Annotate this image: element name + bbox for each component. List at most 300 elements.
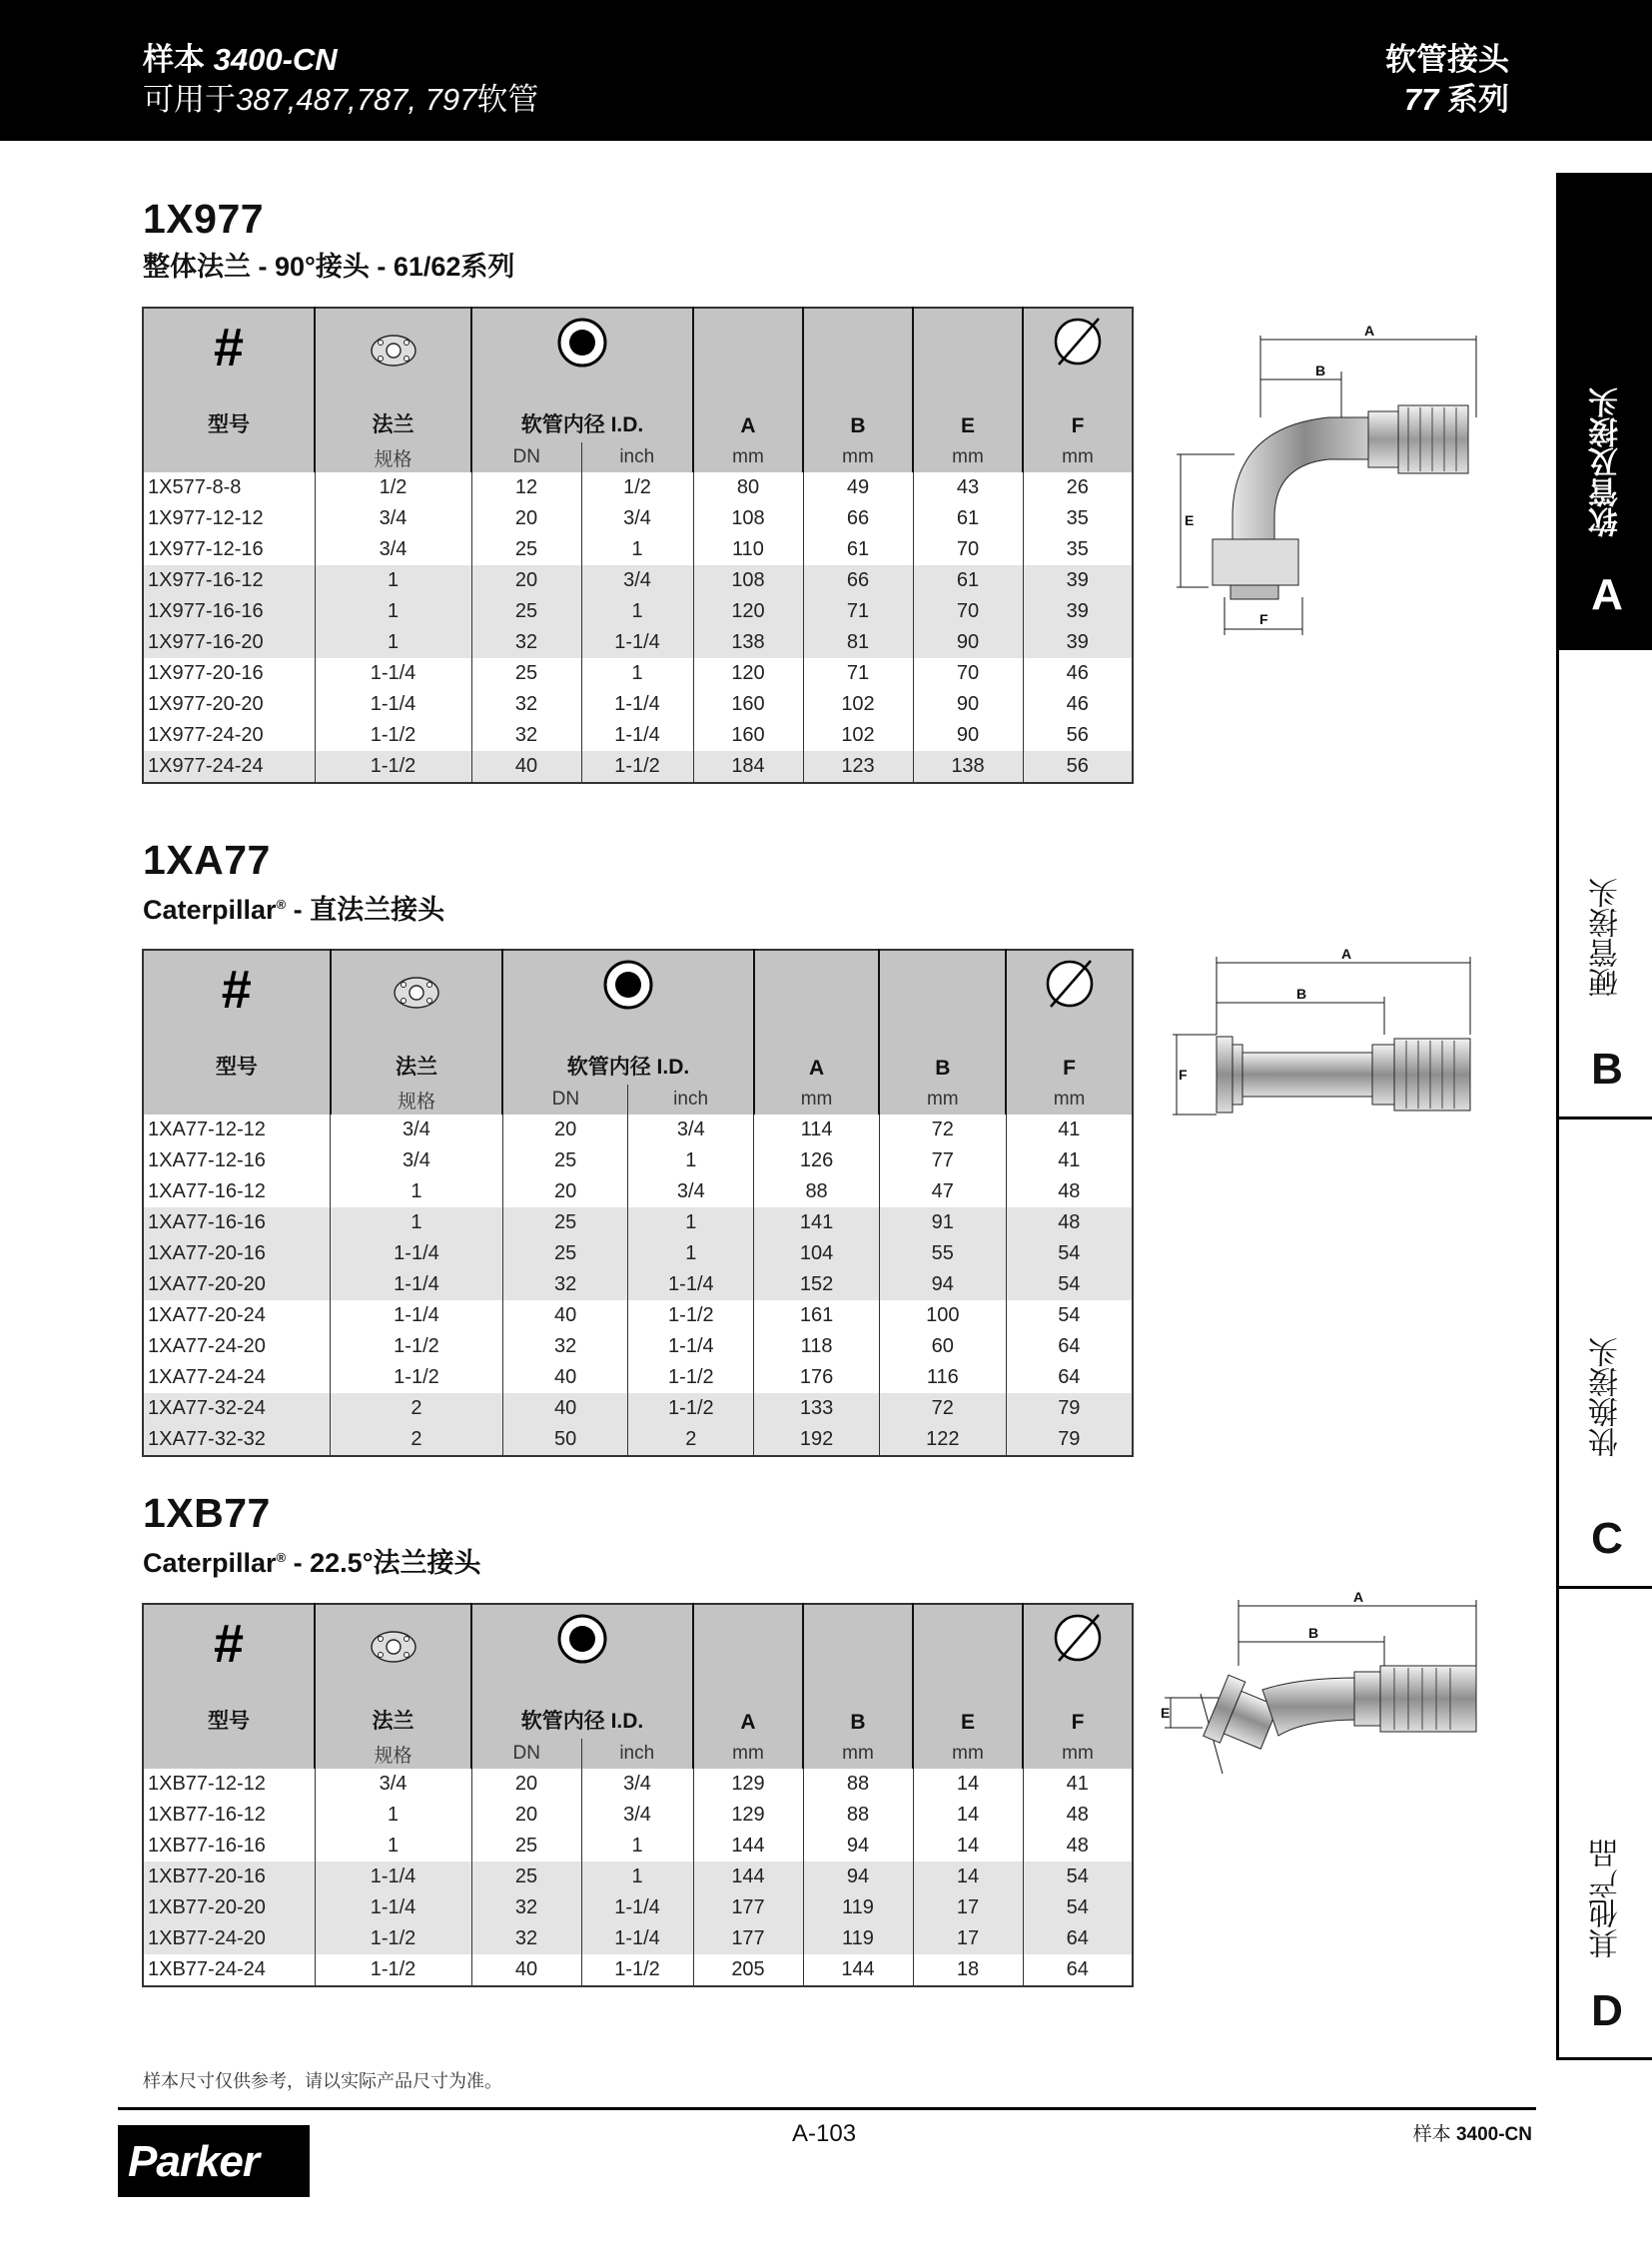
table-row (143, 596, 1133, 627)
model-col-icon (143, 1604, 315, 1674)
table-row (143, 1115, 1133, 1145)
table-cell: 1-1/2 (315, 720, 471, 751)
table-cell: 1 (581, 658, 693, 689)
table-cell: 160 (693, 689, 803, 720)
table-row (143, 720, 1133, 751)
table-cell: 1 (581, 1831, 693, 1862)
unit-header: mm (693, 1739, 803, 1769)
section-1-subtitle: 整体法兰 - 90°接头 - 61/62系列 (143, 252, 515, 282)
table-cell: 70 (913, 596, 1023, 627)
tab-section-a[interactable]: 软管及接头 A (1559, 173, 1652, 650)
table-cell: 114 (754, 1115, 880, 1145)
table-row (143, 472, 1133, 503)
hash-icon: # (213, 1614, 245, 1674)
table-cell: 1XB77-16-16 (148, 1835, 266, 1857)
unit-header: mm (913, 442, 1023, 472)
table-cell: 61 (803, 534, 913, 565)
table-cell: 1XA77-16-16 (143, 1207, 331, 1238)
table-cell: 1-1/4 (331, 1238, 503, 1269)
table-cell: 1XA77-12-12 (148, 1119, 266, 1140)
hash-icon: # (221, 960, 252, 1020)
table-row (143, 565, 1133, 596)
table-row (143, 751, 1133, 783)
catalog-title: 样本 3400-CN (143, 42, 338, 77)
table-row (143, 1331, 1133, 1362)
dim-col-icon (1023, 308, 1133, 374)
table-cell: 1-1/2 (628, 1393, 754, 1424)
table-cell: 118 (754, 1331, 880, 1362)
model-header: 型号 (143, 1017, 331, 1085)
table-cell: 1XB77-24-24 (148, 1958, 266, 1980)
svg-text:A: A (1364, 323, 1375, 339)
table-cell: 20 (502, 1115, 628, 1145)
table-cell: 1-1/4 (331, 1300, 503, 1331)
table-cell: 3/4 (581, 1769, 693, 1800)
page-number: A-103 (792, 2120, 857, 2147)
model-header: 型号 (143, 1671, 315, 1739)
table-cell: 25 (471, 1862, 581, 1892)
table-cell: 1-1/4 (628, 1269, 754, 1300)
series-title: 77 系列 (1403, 82, 1509, 117)
table-cell: 1-1/4 (581, 689, 693, 720)
hose-bore-icon (602, 959, 654, 1011)
table-cell: 1-1/4 (315, 689, 471, 720)
table-row (143, 534, 1133, 565)
fitting-90-drawing (1169, 318, 1488, 637)
dim-col-icon (1006, 950, 1133, 1017)
table-row (143, 627, 1133, 658)
table-cell: 72 (879, 1115, 1006, 1145)
table-cell: 25 (502, 1238, 628, 1269)
table-cell: 1X977-20-16 (148, 662, 264, 684)
table-cell: 25 (502, 1145, 628, 1176)
table-cell: 1XA77-20-16 (143, 1238, 331, 1269)
tab-section-d[interactable]: 其他产品 D (1559, 1589, 1652, 2060)
table-cell: 39 (1023, 627, 1133, 658)
flange-col-icon (315, 1604, 471, 1671)
table-cell: 2 (331, 1424, 503, 1456)
table-row (143, 1892, 1133, 1923)
table-cell: 1XA77-20-20 (143, 1269, 331, 1300)
table-cell: 138 (693, 627, 803, 658)
table-cell: 1XA77-24-20 (148, 1335, 266, 1357)
table-cell: 1 (315, 596, 471, 627)
table-cell: 152 (754, 1269, 880, 1300)
table-cell: 126 (754, 1145, 880, 1176)
dim-header-b: B (803, 1671, 913, 1739)
table-cell: 2 (628, 1424, 754, 1456)
table-cell: 119 (803, 1892, 913, 1923)
table-cell: 177 (693, 1923, 803, 1954)
table-cell: 88 (803, 1769, 913, 1800)
flange-header: 法兰 (315, 374, 471, 442)
svg-text:E: E (1185, 512, 1195, 528)
table-cell: 32 (471, 1892, 581, 1923)
table-cell: 66 (803, 565, 913, 596)
table-cell: 71 (803, 596, 913, 627)
table-row (143, 1176, 1133, 1207)
table-cell: 1XB77-24-20 (143, 1923, 315, 1954)
table-cell: 60 (879, 1331, 1006, 1362)
table-cell: 1-1/2 (331, 1362, 503, 1393)
hose-col-icon (471, 1604, 693, 1671)
table-row (143, 1769, 1133, 1800)
dim-header-e: E (913, 1671, 1023, 1739)
table-row (143, 1424, 1133, 1456)
table-cell: 88 (754, 1176, 880, 1207)
table-cell: 1XA77-16-12 (148, 1180, 266, 1202)
table-row (143, 689, 1133, 720)
dim-col-icon (913, 308, 1023, 374)
table-cell: 54 (1023, 1862, 1133, 1892)
table-cell: 14 (913, 1800, 1023, 1831)
table-cell: 122 (879, 1424, 1006, 1456)
table-cell: 20 (471, 565, 581, 596)
table-cell: 3/4 (581, 1800, 693, 1831)
table-cell: 1 (581, 534, 693, 565)
table-cell: 14 (913, 1862, 1023, 1892)
table-cell: 1-1/2 (628, 1362, 754, 1393)
dim-col-icon (693, 308, 803, 374)
table-cell: 100 (879, 1300, 1006, 1331)
unit-header: mm (754, 1085, 880, 1115)
table-cell: 88 (803, 1800, 913, 1831)
table-cell: 54 (1006, 1300, 1133, 1331)
table-cell: 3/4 (581, 565, 693, 596)
table-cell: 119 (803, 1923, 913, 1954)
table-cell: 1XA77-24-24 (148, 1366, 266, 1388)
section-1-code: 1X977 (143, 196, 265, 242)
dn-header: DN (471, 442, 581, 472)
table-cell: 1-1/2 (581, 1954, 693, 1986)
table-cell: 54 (1006, 1238, 1133, 1269)
table-cell: 1-1/4 (315, 1892, 471, 1923)
table-cell: 25 (471, 1831, 581, 1862)
table-cell: 40 (502, 1300, 628, 1331)
table-row (143, 1207, 1133, 1238)
table-cell: 1XA77-32-24 (143, 1393, 331, 1424)
table-cell: 192 (754, 1424, 880, 1456)
table-cell: 79 (1006, 1424, 1133, 1456)
table-cell: 1 (315, 1831, 471, 1862)
unit-header: mm (1006, 1085, 1133, 1115)
table-cell: 176 (754, 1362, 880, 1393)
table-cell: 48 (1023, 1800, 1133, 1831)
table-cell: 205 (693, 1954, 803, 1986)
table-cell: 64 (1023, 1954, 1133, 1986)
table-cell: 1X977-16-20 (143, 627, 315, 658)
table-cell: 3/4 (628, 1115, 754, 1145)
table-cell: 1XA77-20-24 (148, 1304, 266, 1326)
table-cell: 1X977-16-16 (143, 596, 315, 627)
table-cell: 56 (1023, 720, 1133, 751)
table-cell: 81 (803, 627, 913, 658)
table-cell: 133 (754, 1393, 880, 1424)
flange-col-icon (315, 308, 471, 374)
flange-sub-header: 规格 (331, 1085, 503, 1115)
unit-header: mm (1023, 1739, 1133, 1769)
svg-text:A: A (1353, 1589, 1364, 1605)
table-cell: 1-1/2 (315, 1923, 471, 1954)
section-3-code: 1XB77 (143, 1490, 271, 1536)
table-cell: 90 (913, 627, 1023, 658)
table-cell: 1XA77-12-16 (148, 1149, 266, 1171)
table-cell: 14 (913, 1831, 1023, 1862)
table-cell: 3/4 (331, 1145, 503, 1176)
section-tabs (1556, 173, 1652, 2060)
svg-text:F: F (1179, 1067, 1188, 1083)
flange-icon (392, 975, 441, 1011)
table-cell: 1 (315, 627, 471, 658)
table-cell: 1-1/4 (581, 627, 693, 658)
flange-header: 法兰 (331, 1017, 503, 1085)
table-row (143, 1362, 1133, 1393)
table-cell: 1XB77-16-12 (148, 1804, 266, 1826)
table-cell: 79 (1006, 1393, 1133, 1424)
inch-header: inch (581, 442, 693, 472)
table-cell: 129 (693, 1769, 803, 1800)
model-header: 型号 (143, 374, 315, 442)
dn-header: DN (471, 1739, 581, 1769)
model-col-icon (143, 308, 315, 377)
table-cell: 1 (315, 1800, 471, 1831)
table-cell: 1-1/2 (331, 1331, 503, 1362)
table-cell: 1-1/4 (331, 1269, 503, 1300)
hash-icon: # (213, 318, 245, 377)
hose-col-icon (502, 950, 753, 1017)
table-row (143, 658, 1133, 689)
dim-col-icon (913, 1604, 1023, 1671)
tab-section-b[interactable]: 硬管接头 B (1559, 650, 1652, 1120)
flange-col-icon (331, 950, 503, 1017)
table-row (143, 503, 1133, 534)
table-cell: 94 (803, 1862, 913, 1892)
table-cell: 26 (1023, 472, 1133, 503)
table-cell: 56 (1023, 751, 1133, 783)
table-cell: 55 (879, 1238, 1006, 1269)
table-cell: 1-1/4 (581, 1892, 693, 1923)
table-cell: 1X977-12-12 (148, 507, 264, 529)
table-cell: 20 (471, 1800, 581, 1831)
table-cell: 20 (471, 503, 581, 534)
table-cell: 3/4 (315, 534, 471, 565)
table-cell: 71 (803, 658, 913, 689)
hose-bore-icon (556, 1613, 608, 1665)
dim-col-icon (754, 950, 880, 1017)
table-cell: 120 (693, 658, 803, 689)
table-cell: 40 (502, 1362, 628, 1393)
dim-header-f: F (1006, 1017, 1133, 1085)
table-cell: 3/4 (581, 503, 693, 534)
table-cell: 1 (628, 1145, 754, 1176)
table-cell: 1X977-24-24 (143, 751, 315, 783)
table-cell: 1XB77-20-16 (143, 1862, 315, 1892)
table-cell: 1-1/2 (581, 751, 693, 783)
table-cell: 144 (693, 1862, 803, 1892)
spec-table-1xb77 (142, 1603, 1134, 1987)
dim-col-icon (1023, 1604, 1133, 1671)
table-cell: 138 (913, 751, 1023, 783)
svg-text:B: B (1296, 986, 1307, 1002)
usage-line: 可用于387,487,787, 797软管 (143, 82, 539, 117)
table-cell: 61 (913, 565, 1023, 596)
dim-col-icon (693, 1604, 803, 1671)
unit-header: mm (803, 442, 913, 472)
table-cell: 48 (1006, 1176, 1133, 1207)
table-cell: 120 (693, 596, 803, 627)
table-cell: 39 (1023, 596, 1133, 627)
unit-header: mm (1023, 442, 1133, 472)
unit-header: mm (879, 1085, 1006, 1115)
table-cell: 48 (1006, 1207, 1133, 1238)
table-row (143, 1300, 1133, 1331)
table-cell: 25 (471, 596, 581, 627)
table-cell: 1 (628, 1207, 754, 1238)
table-cell: 72 (879, 1393, 1006, 1424)
hose-id-header: 软管内径 I.D. (471, 374, 693, 442)
table-cell: 20 (471, 1769, 581, 1800)
table-row (143, 1954, 1133, 1986)
table-cell: 49 (803, 472, 913, 503)
tab-section-c[interactable]: 快换接头 C (1559, 1120, 1652, 1589)
table-cell: 66 (803, 503, 913, 534)
page-header (0, 0, 1652, 141)
svg-text:A: A (1341, 946, 1352, 962)
model-col-icon (143, 950, 331, 1020)
table-cell: 1-1/4 (581, 1923, 693, 1954)
table-cell: 25 (502, 1207, 628, 1238)
table-cell: 54 (1006, 1269, 1133, 1300)
table-cell: 1X977-20-20 (148, 693, 264, 715)
table-cell: 70 (913, 534, 1023, 565)
table-cell: 20 (502, 1176, 628, 1207)
table-cell: 80 (693, 472, 803, 503)
table-cell: 1-1/2 (628, 1300, 754, 1331)
table-cell: 90 (913, 720, 1023, 751)
table-cell: 108 (693, 503, 803, 534)
table-cell: 47 (879, 1176, 1006, 1207)
table-cell: 160 (693, 720, 803, 751)
category-title: 软管接头 (1385, 42, 1509, 77)
table-cell: 50 (502, 1424, 628, 1456)
table-cell: 3/4 (628, 1176, 754, 1207)
table-cell: 1-1/4 (581, 720, 693, 751)
table-cell: 123 (803, 751, 913, 783)
table-cell: 90 (913, 689, 1023, 720)
flange-header: 法兰 (315, 1671, 471, 1739)
table-cell: 1-1/4 (628, 1331, 754, 1362)
table-cell: 1-1/4 (315, 1862, 471, 1892)
table-cell: 41 (1006, 1145, 1133, 1176)
table-cell: 3/4 (315, 503, 471, 534)
table-cell: 1X577-8-8 (148, 476, 242, 498)
flange-icon (369, 1629, 418, 1665)
table-cell: 77 (879, 1145, 1006, 1176)
table-cell: 70 (913, 658, 1023, 689)
table-cell: 61 (913, 503, 1023, 534)
table-cell: 17 (913, 1892, 1023, 1923)
table-cell: 25 (471, 534, 581, 565)
hose-bore-icon (556, 317, 608, 369)
table-cell: 104 (754, 1238, 880, 1269)
dim-header-a: A (693, 374, 803, 442)
table-cell: 12 (471, 472, 581, 503)
table-row (143, 1862, 1133, 1892)
table-cell: 32 (502, 1331, 628, 1362)
table-cell: 18 (913, 1954, 1023, 1986)
dim-header-f: F (1023, 374, 1133, 442)
table-cell: 35 (1023, 503, 1133, 534)
svg-text:B: B (1308, 1625, 1319, 1641)
inch-header: inch (581, 1739, 693, 1769)
table-cell: 1XA77-32-32 (143, 1424, 331, 1456)
table-row (143, 1831, 1133, 1862)
table-cell: 32 (502, 1269, 628, 1300)
table-cell: 32 (471, 1923, 581, 1954)
dim-col-icon (879, 950, 1006, 1017)
table-cell: 1-1/2 (315, 1954, 471, 1986)
table-row (143, 1923, 1133, 1954)
flange-sub-header: 规格 (315, 1739, 471, 1769)
dim-header-b: B (803, 374, 913, 442)
table-cell: 32 (471, 627, 581, 658)
table-cell: 1 (331, 1176, 503, 1207)
dim-col-icon (803, 308, 913, 374)
table-row (143, 1145, 1133, 1176)
straight-flange-drawing (1169, 945, 1488, 1124)
table-cell: 46 (1023, 689, 1133, 720)
table-cell: 91 (879, 1207, 1006, 1238)
parker-logo: Parker (118, 2125, 310, 2197)
table-cell: 40 (471, 751, 581, 783)
unit-header: mm (913, 1739, 1023, 1769)
footer-catalog: 样本 3400-CN (1412, 2124, 1532, 2145)
diameter-icon (1051, 315, 1105, 369)
table-cell: 110 (693, 534, 803, 565)
table-cell: 64 (1006, 1362, 1133, 1393)
table-cell: 54 (1023, 1892, 1133, 1923)
svg-text:F: F (1259, 611, 1268, 627)
table-cell: 94 (803, 1831, 913, 1862)
table-cell: 1 (581, 596, 693, 627)
section-2-subtitle: Caterpillar® - 直法兰接头 (143, 895, 445, 925)
spec-table-1x977 (142, 307, 1134, 784)
table-cell: 1X977-16-12 (143, 565, 315, 596)
table-row (143, 1238, 1133, 1269)
diameter-icon (1043, 957, 1097, 1011)
table-cell: 64 (1023, 1923, 1133, 1954)
table-cell: 1 (581, 1862, 693, 1892)
table-cell: 1XB77-20-20 (143, 1892, 315, 1923)
table-cell: 161 (754, 1300, 880, 1331)
table-cell: 129 (693, 1800, 803, 1831)
table-cell: 1-1/2 (315, 751, 471, 783)
section-3-subtitle: Caterpillar® - 22.5°法兰接头 (143, 1548, 481, 1578)
unit-header: mm (693, 442, 803, 472)
table-row (143, 1800, 1133, 1831)
fitting-22-5-drawing (1159, 1586, 1488, 1786)
table-cell: 1XB77-12-12 (148, 1773, 266, 1795)
svg-text:E: E (1161, 1705, 1171, 1721)
table-cell: 43 (913, 472, 1023, 503)
table-cell: 3/4 (331, 1115, 503, 1145)
dimension-disclaimer: 样本尺寸仅供参考，请以实际产品尺寸为准。 (143, 2071, 502, 2091)
hose-id-header: 软管内径 I.D. (502, 1017, 753, 1085)
table-cell: 39 (1023, 565, 1133, 596)
table-row (143, 1393, 1133, 1424)
table-cell: 40 (471, 1954, 581, 1986)
table-cell: 46 (1023, 658, 1133, 689)
